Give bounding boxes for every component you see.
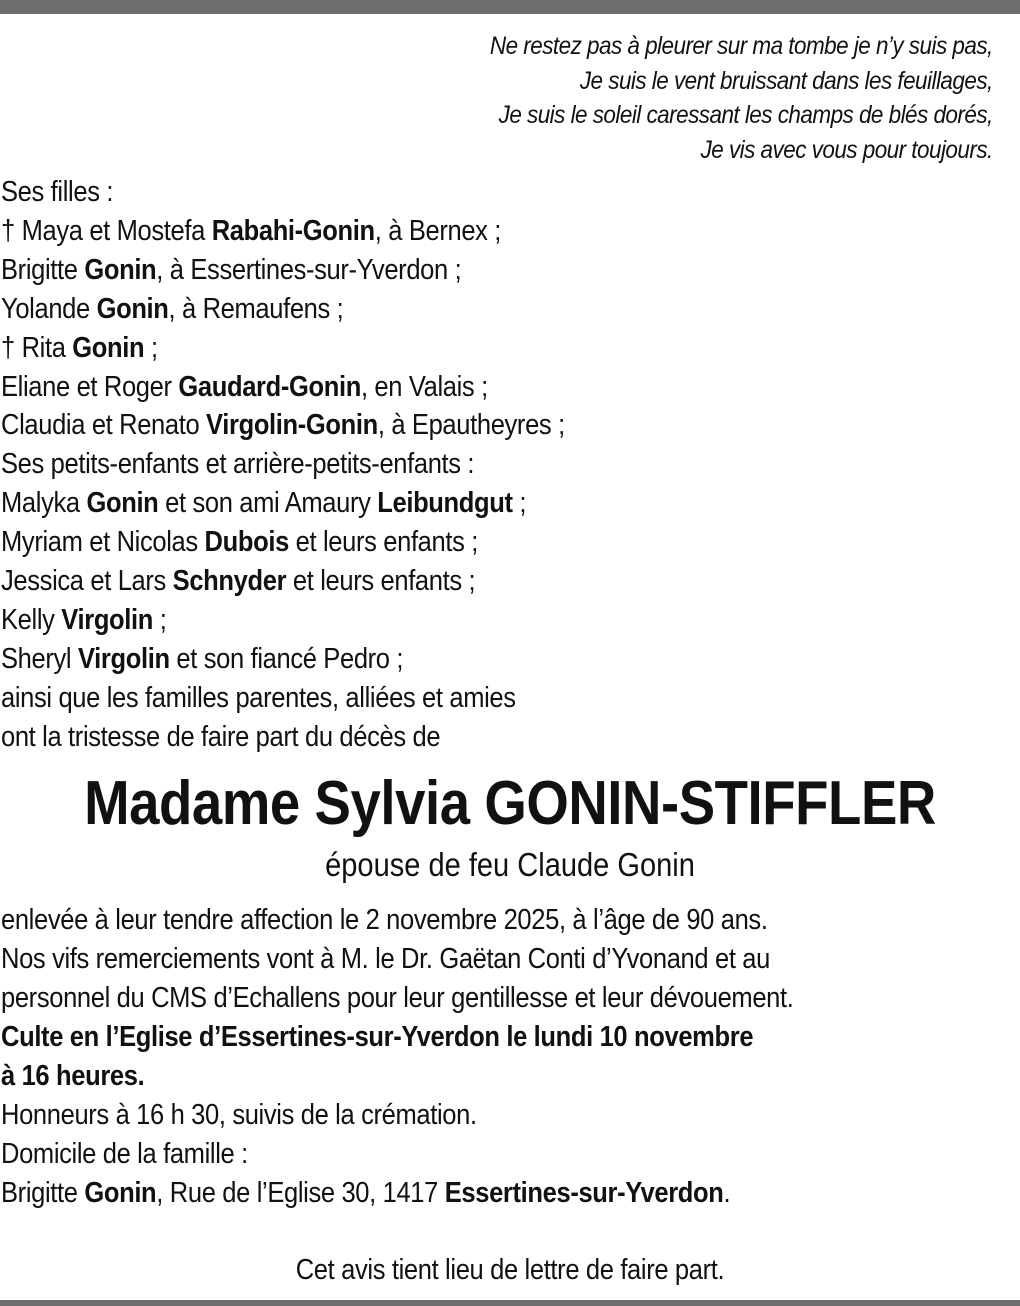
entry-text: ; [153,603,167,636]
death-date-line: enlevée à leur tendre affection le 2 novembre 2025, à l’âge de 90 ans. [1,904,768,936]
ceremony-text: Culte en l’Eglise d’Essertines-sur-Yverdon le lundi 10 novembre [1,1021,754,1053]
entry-text: Malyka [1,487,87,520]
grandchildren-heading: Ses petits-enfants et arrière-petits-enfants : [1,448,475,481]
entry-text: Eliane et Roger [1,370,179,403]
surname: Gonin [96,292,169,325]
details [1,901,793,1213]
domicile-heading: Domicile de la famille : [1,1138,248,1170]
entry-text: Kelly [1,603,62,636]
entry-text: et leurs enfants ; [288,526,478,559]
entry-text: Brigitte [1,253,85,286]
surname: Gonin [84,253,157,286]
address-line [1,1174,793,1213]
thanks-line: Nos vifs remerciements vont à M. le Dr. Gaëtan Conti d’Yvonand et au [1,943,770,975]
entry-text: , à Epautheyres ; [377,409,565,442]
grandchild-entry [1,640,565,679]
grandchild-entry [1,562,565,601]
surname: Gonin [72,331,145,364]
entry-text: Jessica et Lars [1,565,173,598]
grandchild-entry [1,484,565,523]
entry-text: Yolande [1,292,97,325]
entry-text: et son ami Amaury [158,487,378,520]
surname: Dubois [204,526,289,559]
entry-text: , à Essertines-sur-Yverdon ; [156,253,462,286]
entry-text: et son fiancé Pedro ; [169,642,404,675]
ceremony-line [1,1057,793,1096]
relatives-line: ainsi que les familles parentes, alliées et amies [1,681,516,714]
entry-text: † Maya et Mostefa [1,214,212,247]
entry-text: Claudia et Renato [1,409,207,442]
entry-text: Myriam et Nicolas [1,526,205,559]
daughter-entry [1,406,565,445]
bottom-rule [0,1300,1020,1306]
ceremony-text: à 16 heures. [1,1060,145,1092]
surname: Gonin [86,487,159,520]
daughter-entry [1,290,565,329]
daughter-entry [1,329,565,368]
entry-text: , à Remaufens ; [168,292,344,325]
address-text: . [723,1177,731,1209]
poem [490,29,993,167]
entry-text: , en Valais ; [360,370,488,403]
poem-line: Je suis le vent bruissant dans les feuillages, [580,66,993,95]
town: Essertines-sur-Yverdon [444,1177,724,1209]
surname: Leibundgut [377,487,513,520]
daughter-entry [1,251,565,290]
family-list [1,173,565,757]
footer-note: Cet avis tient lieu de lettre de faire part. [295,1254,725,1286]
thanks-line: personnel du CMS d’Echallens pour leur gentillesse et leur dévouement. [1,982,794,1014]
address-text: , Rue de l’Eglise 30, 1417 [156,1177,445,1209]
announcement-line: ont la tristesse de faire part du décès de [1,720,441,753]
surname: Rabahi-Gonin [211,214,375,247]
grandchild-entry [1,601,565,640]
surname: Gonin [84,1177,157,1209]
grandchild-entry [1,523,565,562]
poem-line: Ne restez pas à pleurer sur ma tombe je n’y suis pas, [490,32,993,60]
honours-line: Honneurs à 16 h 30, suivis de la crémation. [1,1099,477,1131]
entry-text: † Rita [1,331,73,364]
daughters-heading: Ses filles : [1,176,114,208]
ceremony-line [1,1018,793,1057]
top-rule [0,0,1020,14]
poem-line: Je vis avec vous pour toujours. [700,135,993,164]
deceased-subtitle: épouse de feu Claude Gonin [325,846,695,883]
address-text: Brigitte [1,1177,85,1209]
surname: Virgolin-Gonin [206,409,378,442]
surname: Virgolin [61,603,154,636]
surname: Virgolin [77,642,170,675]
daughter-entry [1,368,565,407]
entry-text: ; [512,487,527,520]
surname: Schnyder [172,565,287,598]
poem-line: Je suis le soleil caressant les champs de blés dorés, [498,101,993,129]
deceased-name: Madame Sylvia GONIN-STIFFLER [84,769,936,838]
surname: Gaudard-Gonin [178,370,361,403]
entry-text: et leurs enfants ; [286,565,476,598]
entry-text: ; [144,331,158,364]
entry-text: Sheryl [1,642,78,675]
daughter-entry [1,212,565,251]
entry-text: , à Bernex ; [374,214,502,247]
